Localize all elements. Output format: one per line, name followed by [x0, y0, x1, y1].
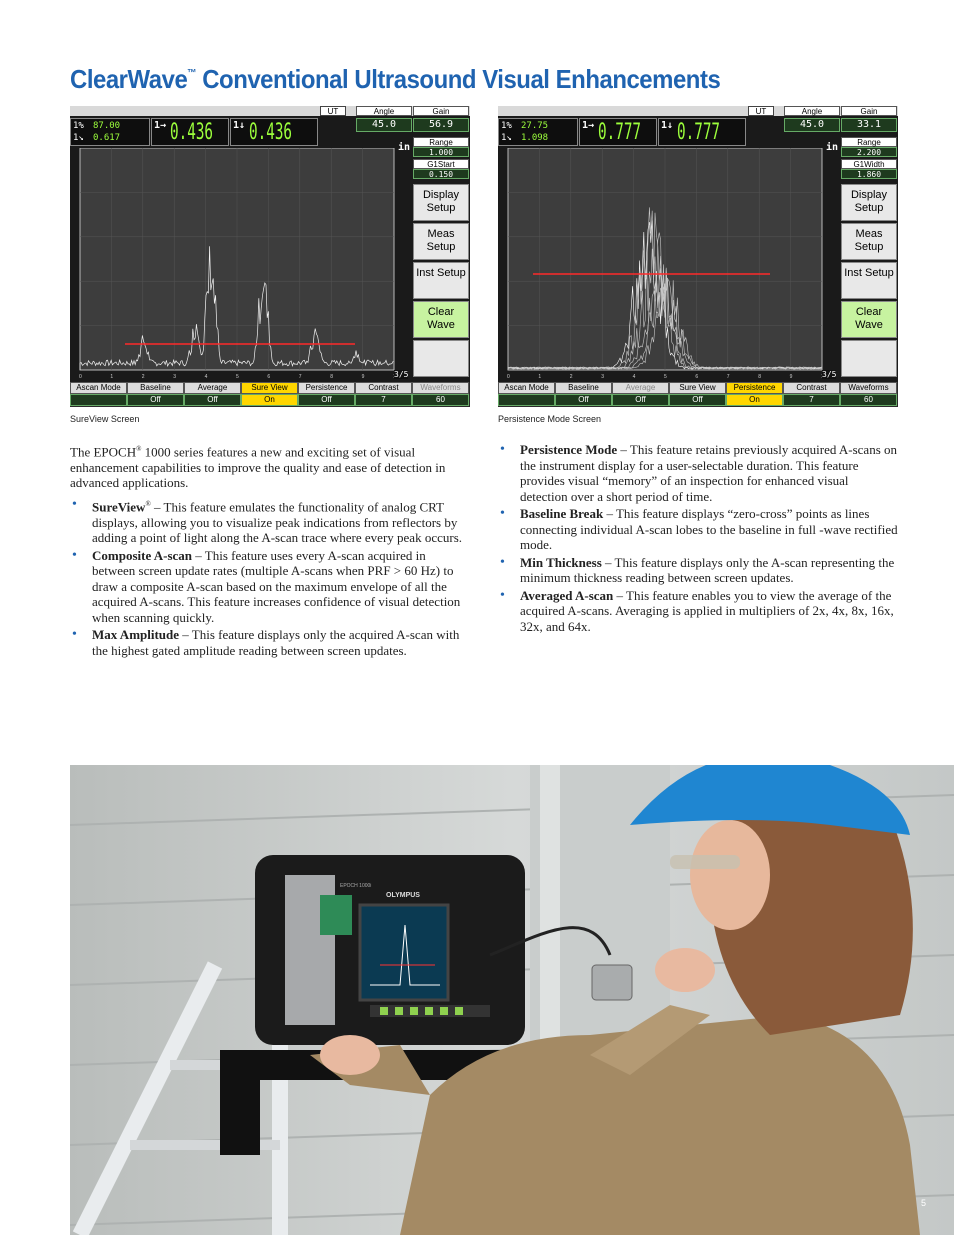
page-title: ClearWave™ Conventional Ultrasound Visual Enhancements	[70, 64, 721, 94]
bottom-tab-value: Off	[184, 394, 241, 406]
depth-readout: 1↓ 0.436	[230, 118, 318, 146]
bottom-tab-waveforms[interactable]: Waveforms	[412, 382, 469, 394]
gain-label: Gain	[841, 106, 897, 116]
bottom-tab-value: Off	[555, 394, 612, 406]
x-tick-label: 2	[569, 374, 573, 380]
bottom-tab-value: On	[241, 394, 298, 406]
right-text-column	[498, 442, 898, 636]
inst-setup-button[interactable]: Inst Setup	[841, 262, 897, 299]
intro-paragraph: The EPOCH® 1000 series features a new and exciting set of visual enhancement capabilities to improve the quality and ease of detection in advanced applications.	[70, 444, 446, 491]
persistence-caption: Persistence Mode Screen	[498, 414, 602, 424]
bottom-tab-value: Off	[669, 394, 726, 406]
gate-start-label: G1Start	[413, 159, 469, 169]
x-tick-label: 9	[361, 374, 365, 380]
amplitude-readout: 1% 87.00 1↘ 0.617	[70, 118, 150, 146]
sureview-caption: SureView Screen	[70, 414, 140, 424]
feature-list-left	[70, 497, 470, 658]
feature-list-right	[498, 442, 898, 634]
range-label: Range	[413, 137, 469, 147]
x-tick-label: 0	[79, 374, 82, 380]
gain-label: Gain	[413, 106, 469, 116]
page-indicator: 3/5	[822, 370, 837, 379]
display-setup-button[interactable]: Display Setup	[841, 184, 897, 221]
x-tick-label: 1	[110, 374, 114, 380]
x-tick-label: 0	[507, 374, 510, 380]
bottom-tab-value: 7	[783, 394, 840, 406]
list-item: • Averaged A-scan – This feature enables you to view the average of the acquired A-scans. Averaging is applied in multipliers of 2x, 4x, 8x, 16x, 32x, and 64x.	[500, 587, 894, 634]
x-tick-label: 6	[267, 374, 271, 380]
bottom-tab-value: On	[726, 394, 783, 406]
list-item: • Min Thickness – This feature displays only the A-scan representing the minimum thickness reading between screen updates.	[500, 554, 895, 585]
meas-setup-button[interactable]: Meas Setup	[841, 223, 897, 260]
angle-value: 45.0	[356, 118, 412, 132]
gain-value: 56.9	[413, 118, 469, 132]
svg-text:EPOCH 1000i: EPOCH 1000i	[340, 883, 372, 889]
bottom-tab-value: Off	[127, 394, 184, 406]
photo-illustration	[70, 765, 954, 1235]
unit-label: in	[826, 142, 839, 153]
x-tick-label: 9	[789, 374, 793, 380]
x-tick-label: 7	[726, 374, 730, 380]
list-item: • Persistence Mode – This feature retains previously acquired A-scans on the instrument display for a user-selectable duration. This feature provides visual “memory” of an inspection for enhanced visual detection over a short period of time.	[500, 442, 898, 504]
inspector-photo	[70, 765, 954, 1235]
bottom-tab-baseline[interactable]: Baseline	[555, 382, 612, 394]
bottom-tab-value: 7	[355, 394, 412, 406]
bottom-tab-value	[70, 394, 127, 406]
bottom-tab-value: 60	[840, 394, 897, 406]
list-item: • Composite A-scan – This feature uses every A-scan acquired in between screen update rates (multiple A-scans when PRF > 60 Hz) to draw a composite A-scan based on the maximum envelope of all the acquired A-scans. This feature increases confidence of visual detection when scanning quickly.	[72, 547, 461, 625]
clear-wave-button[interactable]: Clear Wave	[841, 301, 897, 338]
blank-side-button[interactable]	[841, 340, 897, 377]
soundpath-readout: 1→ 0.777	[579, 118, 657, 146]
svg-text:OLYMPUS: OLYMPUS	[386, 892, 420, 899]
left-text-column	[70, 442, 470, 660]
ascan-plot	[70, 148, 395, 407]
list-item: • SureView® – This feature emulates the functionality of analog CRT displays, allowing you to visualize peak indications from reflectors by adding a point of light along the A-scan trace where every peak occurs.	[72, 496, 462, 546]
x-tick-label: 6	[695, 374, 699, 380]
x-tick-label: 2	[141, 374, 145, 380]
page-indicator: 3/5	[394, 370, 409, 379]
bottom-tab-baseline[interactable]: Baseline	[127, 382, 184, 394]
gate-width-label: G1Width	[841, 159, 897, 169]
bottom-tab-ascan-mode[interactable]: Ascan Mode	[70, 382, 127, 394]
bottom-tab-sure-view[interactable]: Sure View	[241, 382, 298, 394]
x-tick-label: 3	[601, 374, 604, 380]
display-setup-button[interactable]: Display Setup	[413, 184, 469, 221]
ut-indicator: UT	[748, 106, 774, 116]
gate-width-value: 1.860	[841, 169, 897, 179]
blank-side-button[interactable]	[413, 340, 469, 377]
angle-label: Angle	[784, 106, 840, 116]
x-tick-label: 3	[173, 374, 176, 380]
depth-readout: 1↓ 0.777	[658, 118, 746, 146]
x-tick-label: 1	[538, 374, 542, 380]
inst-setup-button[interactable]: Inst Setup	[413, 262, 469, 299]
x-tick-label: 5	[664, 374, 667, 380]
angle-value: 45.0	[784, 118, 840, 132]
ascan-plot	[498, 148, 823, 407]
bottom-tab-persistence[interactable]: Persistence	[726, 382, 783, 394]
bottom-tab-average[interactable]: Average	[612, 382, 669, 394]
amplitude-readout: 1% 27.75 1↘ 1.098	[498, 118, 578, 146]
bottom-tab-value: 60	[412, 394, 469, 406]
page-number: 5	[921, 1198, 927, 1208]
bottom-tab-value	[498, 394, 555, 406]
x-tick-label: 7	[298, 374, 302, 380]
clear-wave-button[interactable]: Clear Wave	[413, 301, 469, 338]
sureview-screen	[70, 106, 470, 407]
x-tick-label: 8	[330, 374, 333, 380]
soundpath-readout: 1→ 0.436	[151, 118, 229, 146]
bottom-tab-sure-view[interactable]: Sure View	[669, 382, 726, 394]
x-tick-label: 4	[204, 374, 208, 380]
bottom-tab-contrast[interactable]: Contrast	[783, 382, 840, 394]
bottom-tab-contrast[interactable]: Contrast	[355, 382, 412, 394]
range-value: 2.200	[841, 147, 897, 157]
bottom-tab-value: Off	[298, 394, 355, 406]
meas-setup-button[interactable]: Meas Setup	[413, 223, 469, 260]
gate-start-value: 0.150	[413, 169, 469, 179]
range-label: Range	[841, 137, 897, 147]
epoch-device	[255, 855, 525, 1045]
bottom-tab-average[interactable]: Average	[184, 382, 241, 394]
x-tick-label: 8	[758, 374, 761, 380]
range-value: 1.000	[413, 147, 469, 157]
unit-label: in	[398, 142, 411, 153]
bottom-tab-persistence[interactable]: Persistence	[298, 382, 355, 394]
bottom-tab-waveforms[interactable]: Waveforms	[840, 382, 897, 394]
bottom-tab-value: Off	[612, 394, 669, 406]
x-tick-label: 5	[236, 374, 239, 380]
persistence-screen	[498, 106, 898, 407]
list-item: • Baseline Break – This feature displays “zero-cross” points as lines connecting individual A-scan lobes to the baseline in full -wave rectified mode.	[500, 506, 898, 552]
x-tick-label: 4	[632, 374, 636, 380]
gain-value: 33.1	[841, 118, 897, 132]
ut-indicator: UT	[320, 106, 346, 116]
angle-label: Angle	[356, 106, 412, 116]
list-item: • Max Amplitude – This feature displays only the acquired A-scan with the highest gated amplitude reading between screen updates.	[72, 627, 460, 658]
bottom-tab-ascan-mode[interactable]: Ascan Mode	[498, 382, 555, 394]
